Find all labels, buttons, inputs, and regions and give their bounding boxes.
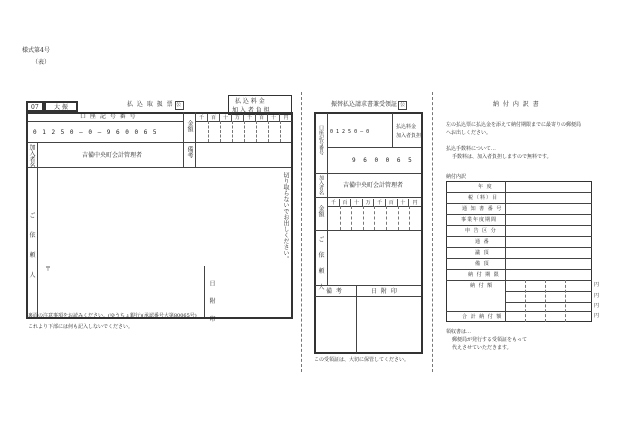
account-number: 0 1 2 5 0 — 0 — 9 6 0 0 6 5 (33, 129, 158, 136)
receipt-title: 振替払込請求書兼受領証 公 (331, 101, 406, 108)
cut-note: 切り取らないでお出しください。 (282, 172, 289, 262)
memo-label: 備考 (186, 146, 193, 158)
yen-label: 円 (594, 282, 600, 288)
receipt-account-top: 0 1 2 5 0 — 0 (330, 129, 370, 135)
receipt-holder-label: 加入者名 (318, 175, 324, 195)
postal-mark: 〒 (45, 266, 52, 273)
account-label: 口 座 記 号 番 号 (80, 113, 137, 120)
receipt-amount-label: 金額 (317, 205, 324, 217)
form-side-label: （表） (32, 59, 51, 66)
seal-mark: 公 (400, 102, 406, 108)
receipt-memo-label: 備 考 (326, 288, 343, 295)
holder-label: 加入者名 (28, 144, 35, 168)
keep-receipt-note: この受領証は、大切に保管してください。 (314, 357, 410, 363)
slip-type-box: 07 (26, 101, 44, 112)
receipt-date-seal-label: 日 附 印 (371, 288, 398, 295)
amount-units: 千 百 十 万 千 百 十 円 (196, 114, 292, 121)
receipt-frame (314, 112, 423, 354)
date-seal-label: 日 附 印 (208, 280, 215, 327)
amount-label: 金額 (186, 120, 193, 132)
slip-main-frame (26, 112, 293, 319)
receipt-holder-name: 吉備中央町会計管理者 (343, 182, 404, 189)
instruction-line-1: 左の払込票に払込金を添えて納付期限までに最寄りの郵便局 (446, 122, 582, 128)
receipt-heading: 領収書は… (446, 329, 472, 335)
amount-class-box: 大 振 (44, 101, 78, 112)
payer-label: ご 依 頼 人 (28, 212, 35, 284)
seal-mark: 公 (176, 102, 183, 108)
receipt-text-1: 郵便局が発行する受領証をもって (452, 337, 528, 343)
yen-label: 円 (594, 303, 600, 309)
receipt-text-2: 代えさせていただきます。 (452, 345, 512, 351)
breakdown-heading: 納付内訳 (446, 174, 467, 180)
form-number: 様式第4号 (22, 47, 50, 54)
slip-title: 払 込 取 扱 票 公 (127, 101, 183, 108)
yen-label: 円 (594, 313, 600, 319)
yen-label: 円 (594, 293, 600, 299)
holder-name: 吉備中央町会計管理者 (82, 152, 143, 159)
receipt-payer-label: ご 依 頼 人 (317, 236, 324, 294)
receipt-account-bottom: 9 6 0 0 6 5 (352, 157, 414, 164)
receipt-amount-units: 千 百 十 万 千 百 十 円 (328, 199, 421, 206)
do-not-write-note: これより下部には何も記入しないでください。 (28, 324, 134, 330)
fee-heading: 払込手数料について… (446, 146, 496, 152)
receipt-account-label: 口座記号番号 (318, 125, 324, 155)
instruction-line-2: へお出しください。 (446, 130, 492, 136)
fee-box: 払 込 料 金 加 入 者 負 担 (228, 95, 292, 115)
breakdown-title: 納 付 内 訳 書 (493, 101, 540, 108)
fee-text: 手数料は、加入者負担しますので無料です。 (452, 154, 552, 160)
instruction-note: 裏面の注意事項をお読みください。(ゆうちょ銀行)(承認番号大第80065号) (28, 313, 197, 319)
